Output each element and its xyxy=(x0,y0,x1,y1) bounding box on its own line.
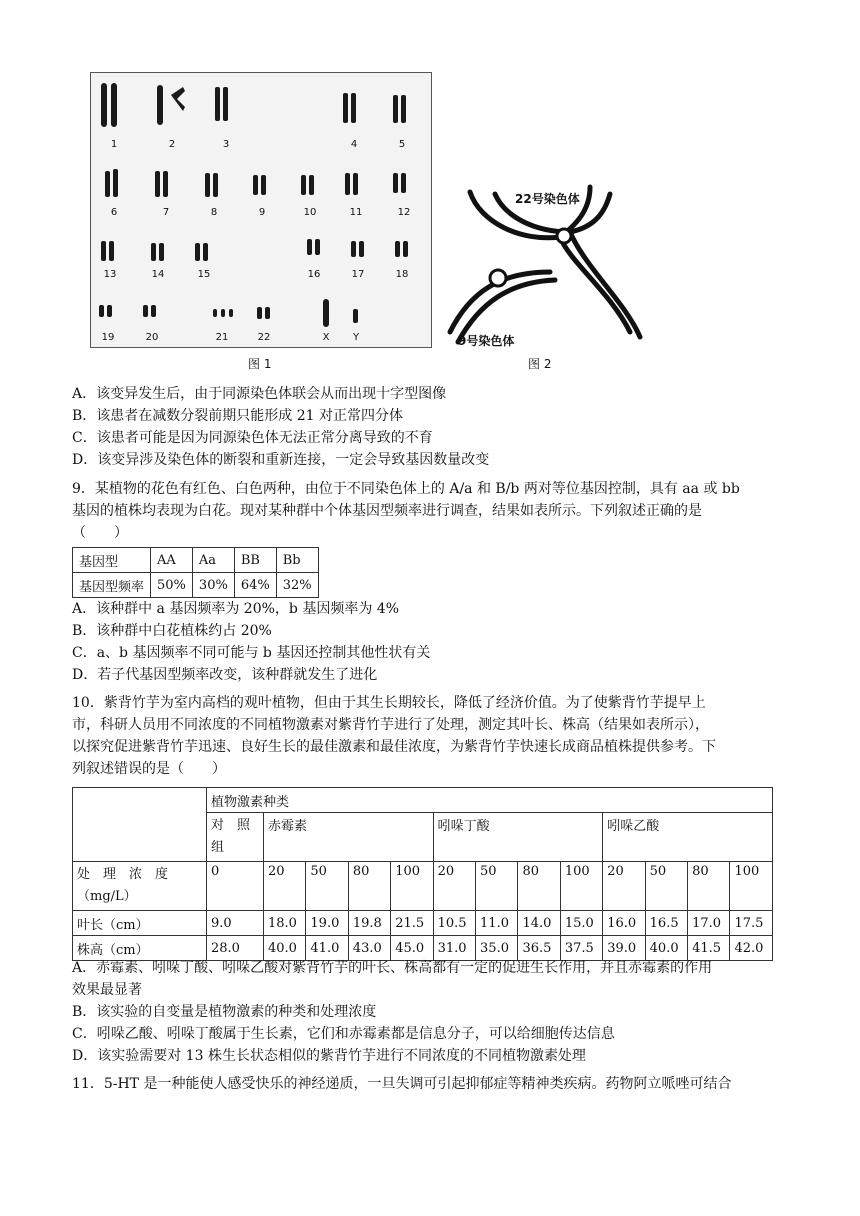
q9-stem xyxy=(72,478,792,544)
hormone-table xyxy=(72,787,773,961)
chr-label: 1 xyxy=(110,139,118,150)
table-cell: AA xyxy=(151,548,193,573)
q9-stem-line: 基因的植株均表现为白花。现对某种群中个体基因型频率进行调查，结果如表所示。下列叙述正确的是 xyxy=(72,503,702,519)
table-cell: 17.0 xyxy=(688,911,730,936)
chr-label: X xyxy=(322,332,330,343)
table-cell: 植物激素种类 xyxy=(207,788,773,813)
chr9-label: 9号染色体 xyxy=(458,334,515,348)
table-cell: 18.0 xyxy=(264,911,306,936)
chr-label: 5 xyxy=(398,139,406,150)
table-cell: 19.8 xyxy=(348,911,390,936)
table-cell: Aa xyxy=(192,548,234,573)
table-cell: 36.5 xyxy=(518,936,560,961)
table-cell: 吲哚丁酸 xyxy=(433,813,603,862)
table-cell: 11.0 xyxy=(476,911,518,936)
table-cell: 80 xyxy=(688,862,730,911)
table-cell: 50 xyxy=(476,862,518,911)
table-cell xyxy=(73,788,207,862)
q9-option-a: A．该种群中 a 基因频率为 20%，b 基因频率为 4% xyxy=(72,601,399,617)
q8-option-c: C．该患者可能是因为同源染色体无法正常分离导致的不育 xyxy=(72,430,433,446)
table-cell: 64% xyxy=(234,573,276,598)
chr-label: Y xyxy=(352,332,360,343)
chr-label: 22 xyxy=(257,332,271,343)
table-cell: 叶长（cm） xyxy=(73,911,207,936)
table-cell: 20 xyxy=(264,862,306,911)
chr-label: 12 xyxy=(397,207,411,218)
table-cell: 株高（cm） xyxy=(73,936,207,961)
q10-option-a: A．赤霉素、吲哚丁酸、吲哚乙酸对紫背竹芋的叶长、株高都有一定的促进生长作用，并且赤霉素的作用 xyxy=(72,960,713,976)
table-cell: 28.0 xyxy=(207,936,264,961)
chr-label: 9 xyxy=(258,207,266,218)
q9-option-d: D．若子代基因型频率改变，该种群就发生了进化 xyxy=(72,667,378,683)
table-cell: 赤霉素 xyxy=(264,813,434,862)
figure1-caption: 图 1 xyxy=(248,357,272,371)
table-cell: 31.0 xyxy=(433,936,475,961)
table-row xyxy=(73,573,319,598)
chr-label: 8 xyxy=(210,207,218,218)
chr-label: 14 xyxy=(151,269,165,280)
q9-stem-line: （ ） xyxy=(72,525,128,541)
table-cell: 16.0 xyxy=(603,911,645,936)
table-cell: 19.0 xyxy=(306,911,348,936)
table-cell: 20 xyxy=(603,862,645,911)
chr-label: 18 xyxy=(395,269,409,280)
table-cell: 100 xyxy=(560,862,602,911)
table-cell: 10.5 xyxy=(433,911,475,936)
table-cell: 41.0 xyxy=(306,936,348,961)
q10-option-c: C．吲哚乙酸、吲哚丁酸属于生长素，它们和赤霉素都是信息分子，可以给细胞传达信息 xyxy=(72,1026,615,1042)
q10-option-d: D．该实验需要对 13 株生长状态相似的紫背竹芋进行不同浓度的不同植物激素处理 xyxy=(72,1048,586,1064)
q9-option-b: B．该种群中白花植株约占 20% xyxy=(72,623,272,639)
table-cell: 45.0 xyxy=(391,936,433,961)
table-row xyxy=(73,862,773,911)
table-cell: 41.5 xyxy=(688,936,730,961)
chr-label: 15 xyxy=(197,269,211,280)
chr-label: 7 xyxy=(162,207,170,218)
table-cell: BB xyxy=(234,548,276,573)
table-cell: 32% xyxy=(276,573,318,598)
figure2-caption: 图 2 xyxy=(528,357,552,371)
table-cell: 100 xyxy=(391,862,433,911)
table-cell: 80 xyxy=(518,862,560,911)
table-cell: Bb xyxy=(276,548,318,573)
chr-label: 21 xyxy=(215,332,229,343)
chr-label: 16 xyxy=(307,269,321,280)
table-cell: 40.0 xyxy=(264,936,306,961)
figure-area xyxy=(90,72,650,372)
table-cell: 37.5 xyxy=(560,936,602,961)
table-cell: 43.0 xyxy=(348,936,390,961)
table-row xyxy=(73,548,319,573)
table-row xyxy=(73,788,773,813)
table-cell: 对 照组 xyxy=(207,813,264,862)
table-cell: 21.5 xyxy=(391,911,433,936)
q11-stem-line: 11．5-HT 是一种能使人感受快乐的神经递质，一旦失调可引起抑郁症等精神类疾病。药物阿立哌唑可结合 xyxy=(72,1076,732,1092)
table-cell: 基因型 xyxy=(73,548,151,573)
table-cell: 9.0 xyxy=(207,911,264,936)
q10-stem-line: 10．紫背竹芋为室内高档的观叶植物，但由于其生长期较长，降低了经济价值。为了使紫背竹芋提早上 xyxy=(72,695,706,711)
q9-options xyxy=(72,598,792,686)
karyotype-figure xyxy=(90,72,432,348)
genotype-table xyxy=(72,547,319,598)
q10-stem-line: 列叙述错误的是（ ） xyxy=(72,761,226,777)
q9-option-c: C．a、b 基因频率不同可能与 b 基因还控制其他性状有关 xyxy=(72,645,431,661)
q8-option-d: D．该变异涉及染色体的断裂和重新连接，一定会导致基因数量改变 xyxy=(72,452,490,468)
table-cell: 30% xyxy=(192,573,234,598)
chr22-label: 22号染色体 xyxy=(515,192,580,206)
table-cell: 17.5 xyxy=(730,911,773,936)
table-row xyxy=(73,911,773,936)
q8-options xyxy=(72,383,792,471)
q8-option-b: B．该患者在减数分裂前期只能形成 21 对正常四分体 xyxy=(72,408,404,424)
q10-option-a-cont: 效果最显著 xyxy=(72,982,142,998)
q10-stem-line: 以探究促进紫背竹芋迅速、良好生长的最佳激素和最佳浓度，为紫背竹芋快速长成商品植株提供参考。下 xyxy=(72,739,716,755)
chr-label: 13 xyxy=(103,269,117,280)
table-cell: 15.0 xyxy=(560,911,602,936)
chr-label: 17 xyxy=(351,269,365,280)
table-cell: 40.0 xyxy=(645,936,687,961)
chr-label: 11 xyxy=(349,207,363,218)
translocation-figure xyxy=(440,182,650,352)
table-cell: 50 xyxy=(306,862,348,911)
chr-label: 10 xyxy=(303,207,317,218)
table-cell: 14.0 xyxy=(518,911,560,936)
table-cell: 50% xyxy=(151,573,193,598)
q10-options xyxy=(72,957,792,1067)
q8-option-a: A．该变异发生后，由于同源染色体联会从而出现十字型图像 xyxy=(72,386,447,402)
table-cell: 16.5 xyxy=(645,911,687,936)
q11-stem xyxy=(72,1073,792,1095)
table-cell: 20 xyxy=(433,862,475,911)
table-cell: 吲哚乙酸 xyxy=(603,813,773,862)
table-cell: 35.0 xyxy=(476,936,518,961)
chr-label: 4 xyxy=(350,139,358,150)
chr-label: 20 xyxy=(145,332,159,343)
table-cell: 100 xyxy=(730,862,773,911)
q10-option-b: B．该实验的自变量是植物激素的种类和处理浓度 xyxy=(72,1004,377,1020)
table-cell: 39.0 xyxy=(603,936,645,961)
chr-label: 6 xyxy=(110,207,118,218)
table-cell: 基因型频率 xyxy=(73,573,151,598)
chr-label: 19 xyxy=(101,332,115,343)
q10-stem-line: 市，科研人员用不同浓度的不同植物激素对紫背竹芋进行了处理，测定其叶长、株高（结果如表所示）， xyxy=(72,717,709,733)
chr-label: 3 xyxy=(222,139,230,150)
chr-label: 2 xyxy=(168,139,176,150)
q10-stem xyxy=(72,692,792,780)
table-cell: 50 xyxy=(645,862,687,911)
table-cell: 0 xyxy=(207,862,264,911)
table-cell: 42.0 xyxy=(730,936,773,961)
table-cell: 80 xyxy=(348,862,390,911)
table-cell: 处 理 浓 度（mg/L） xyxy=(73,862,207,911)
q9-stem-line: 9．某植物的花色有红色、白色两种，由位于不同染色体上的 A/a 和 B/b 两对等位基因控制，具有 aa 或 bb xyxy=(72,481,740,497)
